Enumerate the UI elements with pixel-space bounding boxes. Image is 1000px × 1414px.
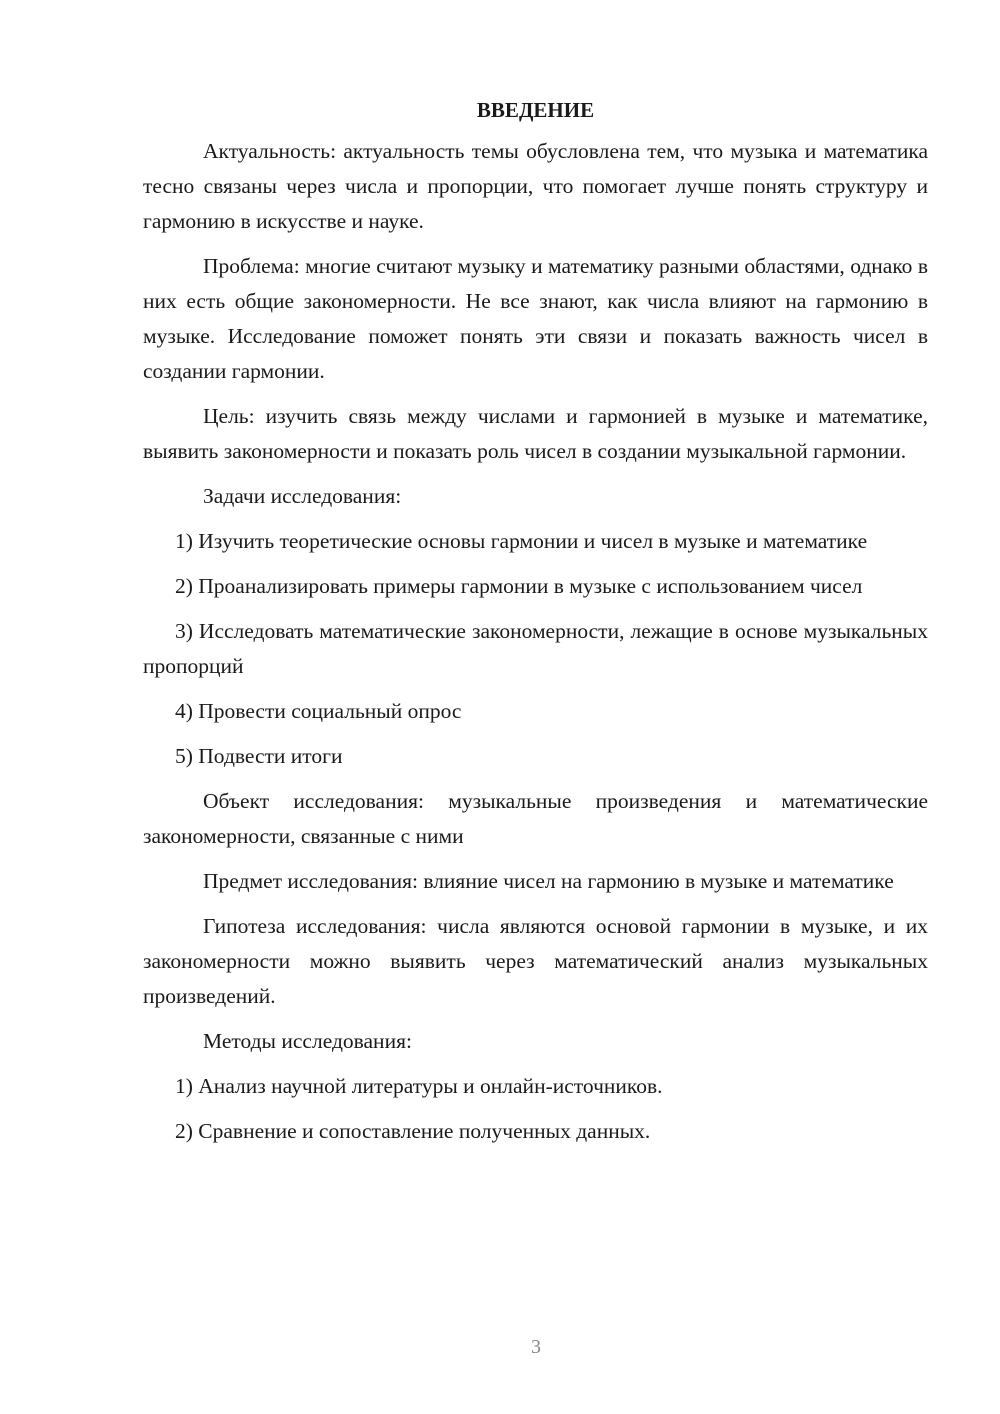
paragraph-problem: Проблема: многие считают музыку и математику разными областями, однако в них есть общие закономерности. Не все знают, как числа влияют на гармонию в музыке. Исследование поможет понять эти связи и показать важность чисел в создании гармонии.: [143, 254, 928, 383]
method-item-1: 1) Анализ научной литературы и онлайн-источников.: [175, 1074, 663, 1098]
page-number: 3: [531, 1336, 541, 1358]
task-item-3: 3) Исследовать математические закономерности, лежащие в основе музыкальных пропорций: [143, 619, 928, 678]
paragraph-subject: Предмет исследования: влияние чисел на гармонию в музыке и математике: [203, 869, 894, 893]
paragraph-relevance: Актуальность: актуальность темы обусловлена тем, что музыка и математика тесно связаны через числа и пропорции, что помогает лучше понять структуру и гармонию в искусстве и науке.: [143, 139, 928, 233]
section-title: ВВЕДЕНИЕ: [476, 98, 595, 122]
page-content: [143, 96, 928, 1159]
paragraph-hypothesis: Гипотеза исследования: числа являются основой гармонии в музыке, и их закономерности можно выявить через математический анализ музыкальных произведений.: [143, 914, 928, 1008]
task-item-5: 5) Подвести итоги: [175, 744, 343, 768]
method-item-2: 2) Сравнение и сопоставление полученных данных.: [175, 1119, 651, 1143]
task-item-2: 2) Проанализировать примеры гармонии в музыке с использованием чисел: [175, 574, 863, 598]
tasks-heading: Задачи исследования:: [203, 484, 402, 508]
task-item-1: 1) Изучить теоретические основы гармонии и чисел в музыке и математике: [175, 529, 868, 553]
paragraph-goal: Цель: изучить связь между числами и гармонией в музыке и математике, выявить закономерности и показать роль чисел в создании музыкальной гармонии.: [143, 404, 928, 463]
task-item-4: 4) Провести социальный опрос: [175, 699, 462, 723]
paragraph-object: Объект исследования: музыкальные произведения и математические закономерности, связанные с ними: [143, 789, 928, 848]
methods-heading: Методы исследования:: [203, 1029, 412, 1053]
